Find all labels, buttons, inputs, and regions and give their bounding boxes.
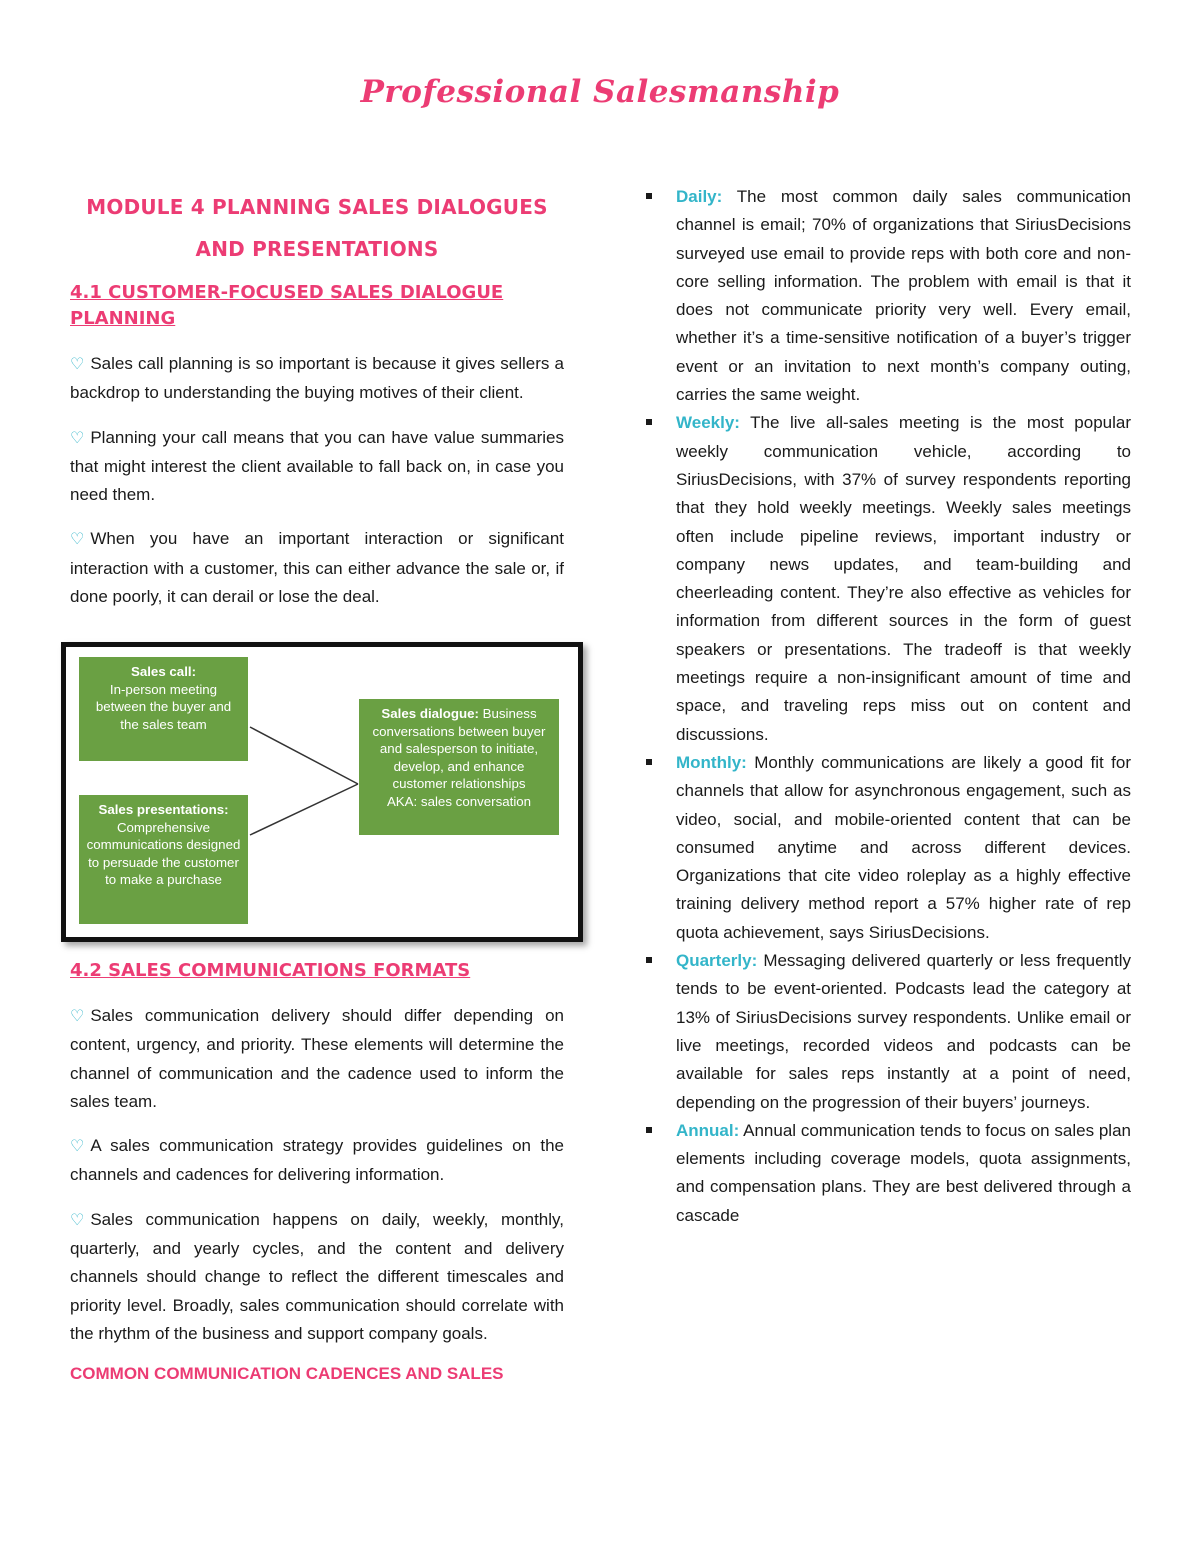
square-bullet-icon [646,957,652,963]
page-title: Professional Salesmanship [360,74,840,110]
list-item-weekly [676,409,1131,749]
cadence-label: Quarterly: [676,951,758,971]
connector-line [250,727,358,784]
cadence-text: The most common daily sales communication channel is email; 70% of organizations that SiriusDecisions surveyed use email to provide reps with both core and non-core selling information. The problem with email is that it does not communicate priority very well. Every email, whether it’s a time-sensitive notification of a buyer’s trigger event or an invitation to next month’s company outing, carries the same weight. [676,187,1131,405]
square-bullet-icon [646,759,652,765]
box-body: Business conversations between buyer and salesperson to initiate, develop, and enhance customer relationships [372,706,546,791]
cadence-text: Messaging delivered quarterly or less frequently tends to be event-oriented. Podcasts lead the category at 13% of SiriusDecisions survey respondents. Unlike email or live meetings, recorded videos and podcasts can be available for sales reps instantly at a point of need, depending on the progression of their buyers’ journeys. [676,951,1131,1112]
sales-presentations-box [79,795,248,924]
cadence-text: The live all-sales meeting is the most popular weekly communication vehicle, according to SiriusDecisions, with 37% of survey respondents reporting that they hold weekly meetings. Weekly sales meetings often include pipeline reviews, important industry or company news updates, and team-building and cheerleading content. They’re also effective as vehicles for information from different sources in the form of guest speakers or presentations. The tradeoff is that weekly meetings require a non-insignificant amount of time and space, and traveling reps miss out on content and discussions. [676,413,1131,744]
square-bullet-icon [646,193,652,199]
square-bullet-icon [646,419,652,425]
paragraph-text: A sales communication strategy provides guidelines on the channels and cadences for delivering information. [70,1136,564,1185]
box-aka: AKA: sales conversation [386,793,532,809]
paragraph [70,1132,564,1190]
heart-icon: ♡ [70,429,85,447]
cadence-label: Daily: [676,187,723,206]
list-item-annual [676,1117,1131,1230]
list-item-monthly [676,749,1131,947]
paragraph [70,1206,564,1348]
paragraph-text: Sales communication happens on daily, weekly, monthly, quarterly, and yearly cycles, and the content and delivery channels should change to reflect the different timescales and priority level. Broadly, sales communication should correlate with the rhythm of the business and support company goals. [70,1209,564,1343]
paragraph-text: Planning your call means that you can have value summaries that might interest the client available to fall back on, in case you need them. [70,427,564,505]
paragraph [70,350,564,408]
box-content [365,705,553,793]
heart-icon: ♡ [70,531,85,549]
cadence-heading: COMMON COMMUNICATION CADENCES AND SALES [70,1364,504,1384]
box-title: Sales dialogue: [381,706,479,721]
paragraph [70,424,564,510]
paragraph [70,525,564,611]
cadence-label: Weekly: [676,413,740,433]
section-heading-4-2: 4.2 SALES COMMUNICATIONS FORMATS [70,960,471,981]
paragraph-text: Sales call planning is so important is because it gives sellers a backdrop to understanding the buying motives of their client. [70,354,564,403]
connector-line [250,784,358,835]
sales-dialogue-diagram [61,642,583,942]
paragraph-text: Sales communication delivery should differ depending on content, urgency, and priority. These elements will determine the channel of communication and the cadence used to inform the sales team. [70,1006,564,1111]
cadence-label: Monthly: [676,752,747,772]
box-title: Sales presentations: [98,802,229,817]
heart-icon: ♡ [70,1211,85,1229]
module-heading: MODULE 4 PLANNING SALES DIALOGUES AND PRESENTATIONS [86,195,548,261]
sales-dialogue-box [359,699,559,835]
cadence-text: Annual communication tends to focus on sales plan elements including coverage models, quota assignments, and compensation plans. They are best delivered through a cascade [676,1120,1131,1225]
heart-icon: ♡ [70,1008,85,1025]
cadence-label: Annual: [676,1120,740,1140]
right-column [676,183,1131,1230]
box-title: Sales call: [130,664,197,679]
section-4-2 [70,958,564,1384]
paragraph [70,1002,564,1116]
heart-icon: ♡ [70,356,85,373]
left-column [70,186,564,627]
sales-call-box [79,657,248,761]
paragraph-text: When you have an important interaction or significant interaction with a customer, this can either advance the sale or, if done poorly, it can derail or lose the deal. [70,529,564,607]
box-body: Comprehensive communications designed to persuade the customer to make a purchase [86,819,241,887]
box-body: In-person meeting between the buyer and the sales team [95,681,232,732]
list-item-daily [676,183,1131,409]
square-bullet-icon [646,1127,652,1133]
section-heading-4-1: 4.1 CUSTOMER-FOCUSED SALES DIALOGUE PLANNING [70,282,504,329]
cadence-text: Monthly communications are likely a good fit for channels that allow for asynchronous engagement, such as video, social, and mobile-oriented content that can be consumed anytime and across different devices. Organizations that cite video roleplay as a highly effective training delivery method report a 57% higher rate of rep quota achievement, says SiriusDecisions. [676,752,1131,942]
heart-icon: ♡ [70,1138,85,1156]
list-item-quarterly [676,947,1131,1117]
